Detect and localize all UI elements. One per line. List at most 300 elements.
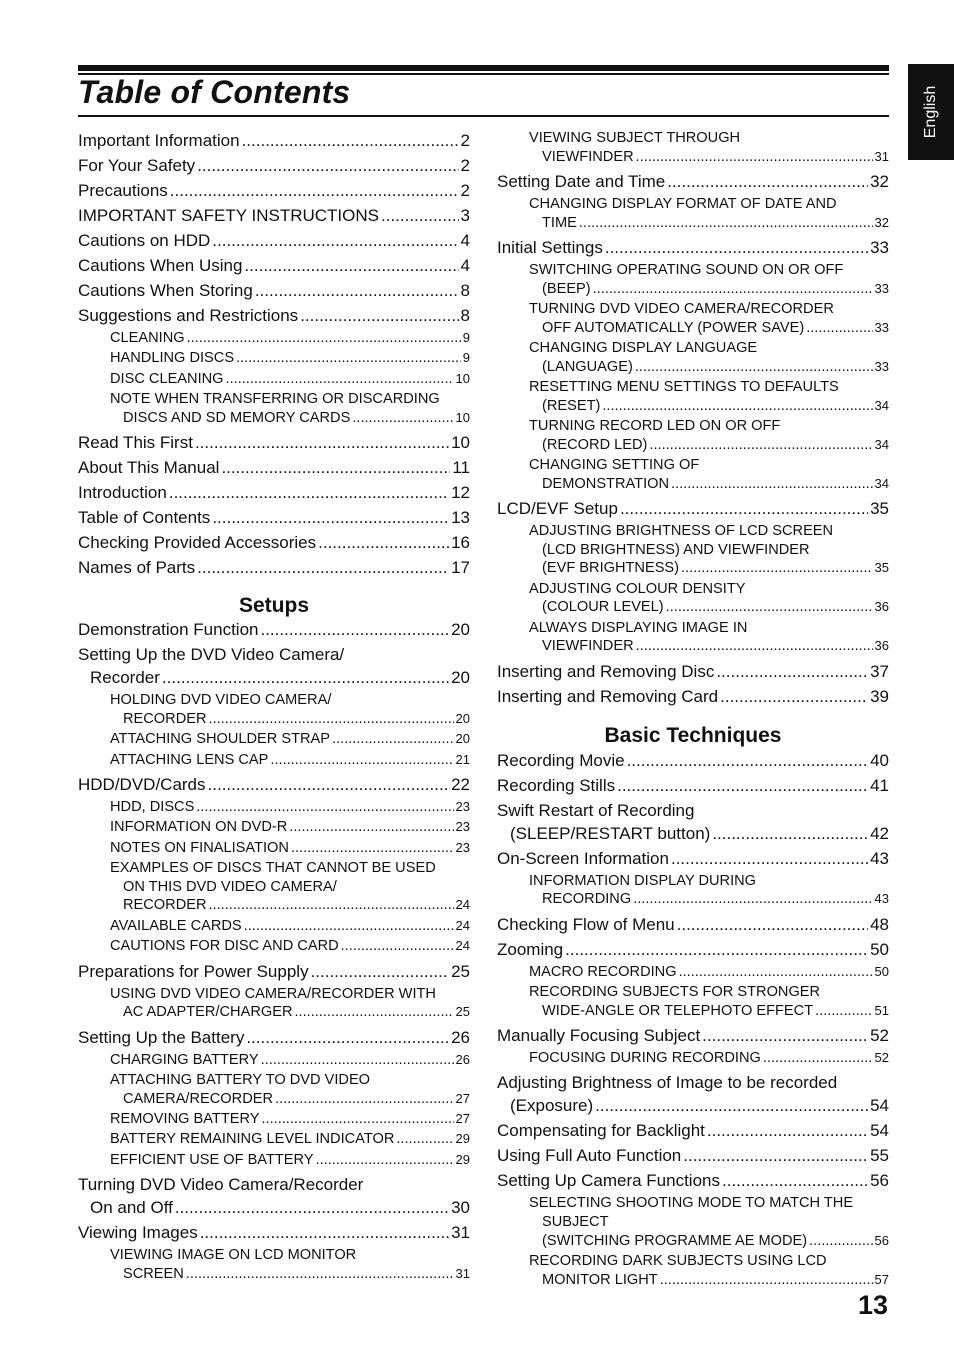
toc-entry-title: BATTERY REMAINING LEVEL INDICATOR bbox=[110, 1131, 395, 1148]
toc-entry[interactable] bbox=[497, 687, 889, 707]
toc-entry-title: HOLDING DVD VIDEO CAMERA/ bbox=[110, 692, 332, 709]
toc-entry-page: 29 bbox=[455, 1151, 470, 1167]
toc-entry[interactable] bbox=[497, 398, 889, 414]
toc-entry-title: Using Full Auto Function bbox=[497, 1146, 682, 1166]
toc-entry-page: 31 bbox=[451, 1223, 470, 1243]
toc-entry-title: RECORDER bbox=[123, 710, 207, 727]
dot-leader bbox=[681, 560, 873, 576]
toc-entry[interactable] bbox=[78, 1028, 470, 1048]
toc-entry[interactable] bbox=[497, 620, 889, 636]
toc-entry[interactable] bbox=[497, 560, 889, 576]
toc-entry-title: VIEWFINDER bbox=[542, 148, 634, 165]
dot-leader bbox=[707, 1121, 868, 1141]
toc-entry-page: 2 bbox=[460, 131, 470, 150]
toc-entry[interactable] bbox=[78, 306, 470, 326]
dot-leader bbox=[649, 437, 872, 453]
toc-entry[interactable] bbox=[78, 256, 470, 276]
toc-entry[interactable] bbox=[497, 1272, 889, 1288]
toc-entry-page: 43 bbox=[870, 848, 889, 868]
dot-leader bbox=[627, 751, 869, 771]
section-heading: Setups bbox=[238, 594, 309, 618]
toc-entry-page: 17 bbox=[451, 558, 470, 578]
toc-entry-title: MACRO RECORDING bbox=[529, 963, 677, 980]
toc-entry-page: 56 bbox=[870, 1171, 889, 1191]
toc-entry-page: 32 bbox=[874, 214, 889, 230]
toc-entry[interactable] bbox=[78, 371, 470, 387]
dot-leader bbox=[679, 964, 873, 980]
toc-entry-title: CHANGING DISPLAY LANGUAGE bbox=[529, 340, 758, 356]
toc-entry[interactable] bbox=[497, 523, 889, 539]
toc-entry-title: NOTE WHEN TRANSFERRING OR DISCARDING bbox=[110, 391, 440, 408]
toc-entry-title: Cautions When Storing bbox=[78, 281, 253, 300]
toc-entry-title: VIEWFINDER bbox=[542, 638, 634, 655]
toc-entry-page: 24 bbox=[455, 938, 470, 954]
toc-entry[interactable] bbox=[78, 775, 470, 795]
toc-entry[interactable] bbox=[497, 379, 889, 395]
dot-leader bbox=[208, 775, 450, 795]
toc-entry-title: INFORMATION ON DVD-R bbox=[110, 819, 288, 836]
toc-entry-title: (Exposure) bbox=[510, 1096, 594, 1116]
toc-entry[interactable] bbox=[497, 262, 889, 278]
toc-entry-title: USING DVD VIDEO CAMERA/RECORDER WITH bbox=[110, 985, 436, 1002]
toc-entry[interactable] bbox=[78, 1091, 470, 1107]
toc-entry-page: 33 bbox=[874, 358, 889, 374]
toc-entry[interactable] bbox=[78, 558, 470, 578]
toc-entry-title: Names of Parts bbox=[78, 558, 196, 578]
toc-entry-title: Initial Settings bbox=[497, 238, 603, 257]
toc-entry-title: LCD/EVF Setup bbox=[497, 499, 618, 518]
toc-entry-page: 13 bbox=[451, 508, 470, 528]
toc-entry-page: 50 bbox=[874, 963, 889, 979]
toc-entry-page: 16 bbox=[451, 533, 470, 553]
toc-entry[interactable] bbox=[78, 645, 470, 665]
toc-entry-page: 23 bbox=[455, 839, 470, 855]
toc-entry-title: OFF AUTOMATICALLY (POWER SAVE) bbox=[542, 319, 805, 336]
toc-entry[interactable] bbox=[78, 711, 470, 727]
dot-leader bbox=[341, 938, 454, 954]
toc-entry[interactable] bbox=[497, 873, 889, 889]
toc-entry[interactable] bbox=[78, 962, 470, 982]
toc-entry[interactable] bbox=[497, 1003, 889, 1019]
dot-leader bbox=[300, 306, 458, 326]
dot-leader bbox=[200, 1223, 449, 1243]
toc-entry[interactable] bbox=[497, 849, 889, 869]
toc-entry-title: For Your Safety bbox=[78, 156, 196, 175]
toc-entry-page: 8 bbox=[460, 306, 470, 325]
toc-entry-page: 21 bbox=[455, 751, 470, 767]
dot-leader bbox=[289, 819, 453, 835]
top-rule bbox=[78, 65, 889, 71]
toc-entry-page: 35 bbox=[870, 499, 889, 518]
toc-entry-page: 12 bbox=[451, 483, 470, 503]
toc-entry[interactable] bbox=[497, 581, 889, 597]
dot-leader bbox=[595, 1096, 868, 1116]
toc-entry-title: On-Screen Information bbox=[497, 848, 669, 868]
dot-leader bbox=[291, 840, 454, 856]
toc-entry[interactable] bbox=[78, 860, 470, 876]
toc-entry-title: Setting Up Camera Functions bbox=[497, 1171, 720, 1191]
toc-entry-page: 42 bbox=[870, 823, 889, 843]
toc-entry[interactable] bbox=[78, 1175, 470, 1195]
toc-entry-title: Compensating for Backlight bbox=[497, 1121, 705, 1141]
toc-entry-page: 26 bbox=[455, 1051, 470, 1067]
toc-entry-page: 30 bbox=[451, 1198, 470, 1218]
toc-entry-page: 34 bbox=[874, 397, 889, 413]
toc-entry[interactable] bbox=[497, 418, 889, 434]
toc-entry[interactable] bbox=[497, 320, 889, 336]
toc-entry[interactable] bbox=[78, 731, 470, 747]
toc-entry-title: DISC CLEANING bbox=[110, 370, 224, 387]
toc-entry-page: 10 bbox=[451, 433, 470, 453]
dot-leader bbox=[242, 131, 459, 151]
toc-entry-title: On and Off bbox=[90, 1198, 173, 1218]
toc-entry[interactable] bbox=[497, 891, 889, 907]
toc-entry[interactable] bbox=[78, 986, 470, 1002]
toc-entry-page: 31 bbox=[455, 1265, 470, 1281]
toc-entry-title: FOCUSING DURING RECORDING bbox=[529, 1050, 761, 1066]
toc-entry[interactable] bbox=[497, 196, 889, 212]
toc-entry-page: 23 bbox=[455, 819, 470, 835]
toc-entry-page: 36 bbox=[874, 638, 889, 654]
dot-leader bbox=[633, 891, 872, 907]
toc-entry[interactable] bbox=[497, 359, 889, 375]
toc-entry-title: (RECORD LED) bbox=[542, 436, 648, 453]
toc-entry-title: Setting Up the DVD Video Camera/ bbox=[78, 645, 345, 665]
dot-leader bbox=[722, 1171, 868, 1191]
toc-entry-title: About This Manual bbox=[78, 458, 220, 478]
dot-leader bbox=[635, 359, 873, 375]
toc-entry[interactable] bbox=[78, 1247, 470, 1263]
toc-entry[interactable] bbox=[78, 350, 470, 366]
toc-entry[interactable] bbox=[78, 533, 470, 553]
toc-entry[interactable] bbox=[78, 692, 470, 708]
toc-entry-page: 35 bbox=[874, 560, 889, 576]
toc-entry-title: CLEANING bbox=[110, 330, 185, 346]
toc-entry-title: Zooming bbox=[497, 939, 564, 959]
toc-entry-title: AVAILABLE CARDS bbox=[110, 917, 242, 934]
toc-entry-title: (LANGUAGE) bbox=[542, 358, 633, 375]
toc-entry-page: 48 bbox=[870, 914, 889, 934]
toc-entry-title: HANDLING DISCS bbox=[110, 350, 235, 367]
toc-entry-title: TIME bbox=[542, 214, 577, 231]
toc-entry-title: SCREEN bbox=[123, 1265, 184, 1282]
dot-leader bbox=[712, 824, 868, 844]
toc-entry-page: 29 bbox=[455, 1131, 470, 1147]
dot-leader bbox=[702, 1026, 868, 1046]
dot-leader bbox=[720, 687, 868, 707]
toc-entry[interactable] bbox=[497, 824, 889, 844]
toc-entry[interactable] bbox=[78, 281, 470, 301]
toc-entry-title: Inserting and Removing Disc bbox=[497, 661, 715, 681]
toc-entry[interactable] bbox=[497, 1146, 889, 1166]
toc-entry[interactable] bbox=[497, 499, 889, 519]
toc-entry-page: 11 bbox=[452, 458, 470, 478]
toc-entry-title: ATTACHING BATTERY TO DVD VIDEO bbox=[110, 1072, 371, 1088]
toc-entry[interactable] bbox=[78, 1152, 470, 1168]
toc-entry[interactable] bbox=[497, 662, 889, 682]
toc-entry-page: 41 bbox=[870, 775, 889, 795]
dot-leader bbox=[671, 476, 873, 492]
toc-entry[interactable] bbox=[78, 1052, 470, 1068]
toc-entry-page: 27 bbox=[455, 1090, 470, 1106]
dot-leader bbox=[617, 776, 868, 796]
toc-entry-page: 43 bbox=[874, 891, 889, 907]
toc-entry-title: ADJUSTING BRIGHTNESS OF LCD SCREEN bbox=[529, 523, 834, 539]
toc-entry[interactable] bbox=[78, 668, 470, 688]
dot-leader bbox=[605, 238, 868, 258]
toc-entry[interactable] bbox=[497, 776, 889, 796]
toc-entry[interactable] bbox=[78, 897, 470, 913]
dot-leader bbox=[221, 458, 450, 478]
toc-entry[interactable] bbox=[78, 131, 470, 151]
toc-entry[interactable] bbox=[78, 1004, 470, 1020]
toc-entry-title: Swift Restart of Recording bbox=[497, 800, 695, 820]
dot-leader bbox=[261, 1052, 454, 1068]
language-tab bbox=[908, 64, 954, 160]
toc-entry-page: 20 bbox=[455, 731, 470, 747]
toc-entry-page: 4 bbox=[460, 256, 470, 275]
toc-entry-title: Viewing Images bbox=[78, 1223, 198, 1243]
toc-entry-page: 2 bbox=[460, 156, 470, 175]
toc-entry-title: REMOVING BATTERY bbox=[110, 1111, 260, 1127]
toc-entry-title: Cautions on HDD bbox=[78, 231, 211, 250]
toc-entry-page: 24 bbox=[455, 917, 470, 933]
toc-entry-title: TURNING RECORD LED ON OR OFF bbox=[529, 418, 781, 434]
toc-entry-page: 25 bbox=[455, 1004, 470, 1020]
toc-entry-title: ALWAYS DISPLAYING IMAGE IN bbox=[529, 619, 748, 636]
section-heading: Basic Techniques bbox=[604, 723, 782, 747]
dot-leader bbox=[667, 172, 868, 192]
toc-entry-page: 10 bbox=[455, 370, 470, 386]
dot-leader bbox=[261, 1111, 453, 1127]
toc-entry-page: 34 bbox=[874, 436, 889, 452]
toc-entry-title: CHANGING DISPLAY FORMAT OF DATE AND bbox=[529, 196, 837, 212]
toc-entry[interactable] bbox=[78, 752, 470, 768]
toc-entry[interactable] bbox=[497, 1195, 889, 1211]
toc-entry-title: Read This First bbox=[78, 433, 193, 453]
dot-leader bbox=[226, 371, 454, 387]
toc-entry-title: (LCD BRIGHTNESS) AND VIEWFINDER bbox=[542, 541, 810, 558]
toc-entry-title: EXAMPLES OF DISCS THAT CANNOT BE USED bbox=[110, 860, 436, 877]
toc-entry[interactable] bbox=[497, 172, 889, 192]
toc-entry-page: 51 bbox=[874, 1002, 889, 1018]
toc-entry[interactable] bbox=[497, 1096, 889, 1116]
toc-entry[interactable] bbox=[78, 1072, 470, 1088]
toc-entry-title: NOTES ON FINALISATION bbox=[110, 839, 289, 856]
dot-leader bbox=[197, 558, 449, 578]
dot-leader bbox=[806, 320, 872, 336]
dot-leader bbox=[636, 638, 873, 654]
toc-entry[interactable] bbox=[78, 1223, 470, 1243]
toc-entry-title: HDD, DISCS bbox=[110, 799, 195, 815]
toc-entry[interactable] bbox=[497, 1253, 889, 1269]
toc-entry[interactable] bbox=[497, 1233, 889, 1249]
toc-entry-page: 20 bbox=[455, 710, 470, 726]
dot-leader bbox=[260, 620, 449, 640]
toc-entry-title: INFORMATION DISPLAY DURING bbox=[529, 872, 757, 889]
dot-leader bbox=[677, 915, 868, 935]
toc-entry[interactable] bbox=[497, 215, 889, 231]
toc-entry[interactable] bbox=[78, 156, 470, 176]
dot-leader bbox=[246, 1028, 449, 1048]
toc-entry-title: SUBJECT bbox=[542, 1214, 609, 1230]
toc-entry[interactable] bbox=[78, 1198, 470, 1218]
toc-entry-title: Adjusting Brightness of Image to be recorded bbox=[497, 1073, 838, 1093]
toc-entry[interactable] bbox=[78, 206, 470, 226]
toc-entry[interactable] bbox=[497, 542, 889, 558]
toc-entry[interactable] bbox=[78, 458, 470, 478]
toc-entry-title: Precautions bbox=[78, 181, 168, 200]
toc-entry[interactable] bbox=[497, 984, 889, 1000]
toc-entry[interactable] bbox=[78, 819, 470, 835]
toc-entry-page: 27 bbox=[455, 1111, 470, 1126]
toc-entry-title: (COLOUR LEVEL) bbox=[542, 599, 664, 616]
toc-entry-title: RESETTING MENU SETTINGS TO DEFAULTS bbox=[529, 379, 839, 395]
language-tab-label: English bbox=[922, 85, 939, 139]
toc-entry[interactable] bbox=[497, 1050, 889, 1066]
toc-entry[interactable] bbox=[497, 915, 889, 935]
toc-entry-title: (SWITCHING PROGRAMME AE MODE) bbox=[542, 1232, 808, 1249]
toc-entry[interactable] bbox=[497, 457, 889, 473]
toc-entry[interactable] bbox=[78, 840, 470, 856]
toc-entry[interactable] bbox=[78, 620, 470, 640]
toc-entry[interactable] bbox=[78, 1266, 470, 1282]
toc-entry-page: 25 bbox=[451, 961, 470, 981]
toc-entry[interactable] bbox=[78, 1131, 470, 1147]
dot-leader bbox=[244, 256, 458, 276]
toc-entry-title: Setting Up the Battery bbox=[78, 1027, 245, 1047]
toc-entry-page: 57 bbox=[874, 1271, 889, 1287]
toc-entry[interactable] bbox=[497, 281, 889, 297]
toc-entry-title: TURNING DVD VIDEO CAMERA/RECORDER bbox=[529, 301, 834, 317]
toc-entry[interactable] bbox=[78, 181, 470, 201]
toc-entry[interactable] bbox=[78, 391, 470, 407]
dot-leader bbox=[318, 533, 449, 553]
toc-entry-page: 9 bbox=[462, 350, 470, 366]
toc-entry[interactable] bbox=[497, 1214, 889, 1230]
toc-entry-page: 31 bbox=[874, 148, 889, 164]
dot-leader bbox=[255, 281, 459, 301]
toc-entry[interactable] bbox=[497, 149, 889, 165]
toc-entry[interactable] bbox=[497, 476, 889, 492]
toc-entry[interactable] bbox=[497, 1121, 889, 1141]
toc-entry-page: 33 bbox=[870, 238, 889, 257]
toc-entry-title: (BEEP) bbox=[542, 280, 591, 297]
toc-entry[interactable] bbox=[78, 231, 470, 251]
toc-entry-page: 8 bbox=[460, 281, 470, 300]
toc-entry[interactable] bbox=[497, 1073, 889, 1093]
toc-entry-title: Recorder bbox=[90, 668, 160, 688]
toc-entry-title: CAMERA/RECORDER bbox=[123, 1090, 274, 1107]
toc-entry-title: DEMONSTRATION bbox=[542, 475, 670, 492]
dot-leader bbox=[666, 599, 873, 615]
toc-entry[interactable] bbox=[497, 340, 889, 356]
dot-leader bbox=[294, 1004, 453, 1020]
dot-leader bbox=[579, 215, 873, 231]
toc-entry-title: VIEWING SUBJECT THROUGH bbox=[529, 130, 741, 146]
toc-entry-title: Important Information bbox=[78, 131, 240, 150]
dot-leader bbox=[763, 1050, 873, 1066]
page-number: 13 bbox=[857, 1290, 888, 1320]
toc-entry[interactable] bbox=[78, 799, 470, 815]
dot-leader bbox=[170, 181, 459, 201]
dot-leader bbox=[620, 499, 868, 519]
toc-entry-title: Recording Movie bbox=[497, 750, 625, 770]
toc-entry-page: 24 bbox=[455, 897, 470, 913]
toc-entry[interactable] bbox=[497, 751, 889, 771]
toc-entry[interactable] bbox=[497, 801, 889, 821]
toc-entry[interactable] bbox=[78, 938, 470, 954]
toc-entry-page: 33 bbox=[874, 319, 889, 335]
toc-entry[interactable] bbox=[497, 130, 889, 146]
dot-leader bbox=[396, 1131, 453, 1147]
dot-leader bbox=[186, 1266, 454, 1282]
toc-entry-title: Checking Provided Accessories bbox=[78, 533, 317, 553]
toc-entry[interactable] bbox=[78, 330, 470, 346]
toc-entry[interactable] bbox=[497, 437, 889, 453]
toc-entry-title: CAUTIONS FOR DISC AND CARD bbox=[110, 938, 339, 955]
toc-entry-page: 55 bbox=[870, 1146, 889, 1166]
toc-entry[interactable] bbox=[78, 433, 470, 453]
toc-entry-title: Cautions When Using bbox=[78, 256, 243, 275]
toc-entry[interactable] bbox=[78, 483, 470, 503]
dot-leader bbox=[209, 711, 454, 727]
dot-leader bbox=[316, 1152, 454, 1168]
toc-entry[interactable] bbox=[497, 238, 889, 258]
dot-leader bbox=[815, 1003, 872, 1019]
toc-entry[interactable] bbox=[78, 918, 470, 934]
dot-leader bbox=[209, 897, 454, 913]
toc-entry[interactable] bbox=[78, 1111, 470, 1127]
toc-entry-page: 50 bbox=[870, 939, 889, 959]
toc-entry-page: 37 bbox=[870, 661, 889, 681]
toc-entry-page: 10 bbox=[455, 409, 470, 425]
toc-entry-title: Preparations for Power Supply bbox=[78, 961, 309, 981]
toc-entry[interactable] bbox=[497, 1026, 889, 1046]
toc-entry-title: EFFICIENT USE OF BATTERY bbox=[110, 1151, 314, 1168]
dot-leader bbox=[270, 752, 453, 768]
toc-entry-title: ADJUSTING COLOUR DENSITY bbox=[529, 580, 746, 597]
toc-entry-title: Recording Stills bbox=[497, 775, 616, 795]
toc-entry-title: SWITCHING OPERATING SOUND ON OR OFF bbox=[529, 262, 844, 278]
dot-leader bbox=[716, 662, 868, 682]
toc-entry[interactable] bbox=[497, 964, 889, 980]
dot-leader bbox=[196, 799, 453, 815]
toc-entry-page: 3 bbox=[460, 206, 470, 225]
dot-leader bbox=[236, 350, 461, 366]
dot-leader bbox=[602, 398, 872, 414]
toc-entry[interactable] bbox=[497, 1171, 889, 1191]
toc-entry-title: Suggestions and Restrictions bbox=[78, 306, 299, 325]
toc-entry-page: 20 bbox=[451, 668, 470, 688]
toc-entry[interactable] bbox=[78, 410, 470, 426]
toc-entry-page: 26 bbox=[451, 1027, 470, 1047]
toc-entry-title: VIEWING IMAGE ON LCD MONITOR bbox=[110, 1247, 357, 1264]
toc-entry-page: 39 bbox=[870, 686, 889, 706]
toc-entry[interactable] bbox=[78, 508, 470, 528]
toc-entry[interactable] bbox=[78, 879, 470, 895]
toc-entry[interactable] bbox=[497, 638, 889, 654]
toc-entry-title: Turning DVD Video Camera/Recorder bbox=[78, 1175, 364, 1195]
toc-entry-title: RECORDER bbox=[123, 897, 207, 914]
dot-leader bbox=[187, 330, 461, 346]
dot-leader bbox=[809, 1233, 872, 1249]
toc-entry-title: ATTACHING LENS CAP bbox=[110, 751, 269, 768]
toc-entry[interactable] bbox=[497, 599, 889, 615]
toc-entry[interactable] bbox=[497, 940, 889, 960]
dot-leader bbox=[683, 1146, 868, 1166]
toc-entry[interactable] bbox=[497, 301, 889, 317]
